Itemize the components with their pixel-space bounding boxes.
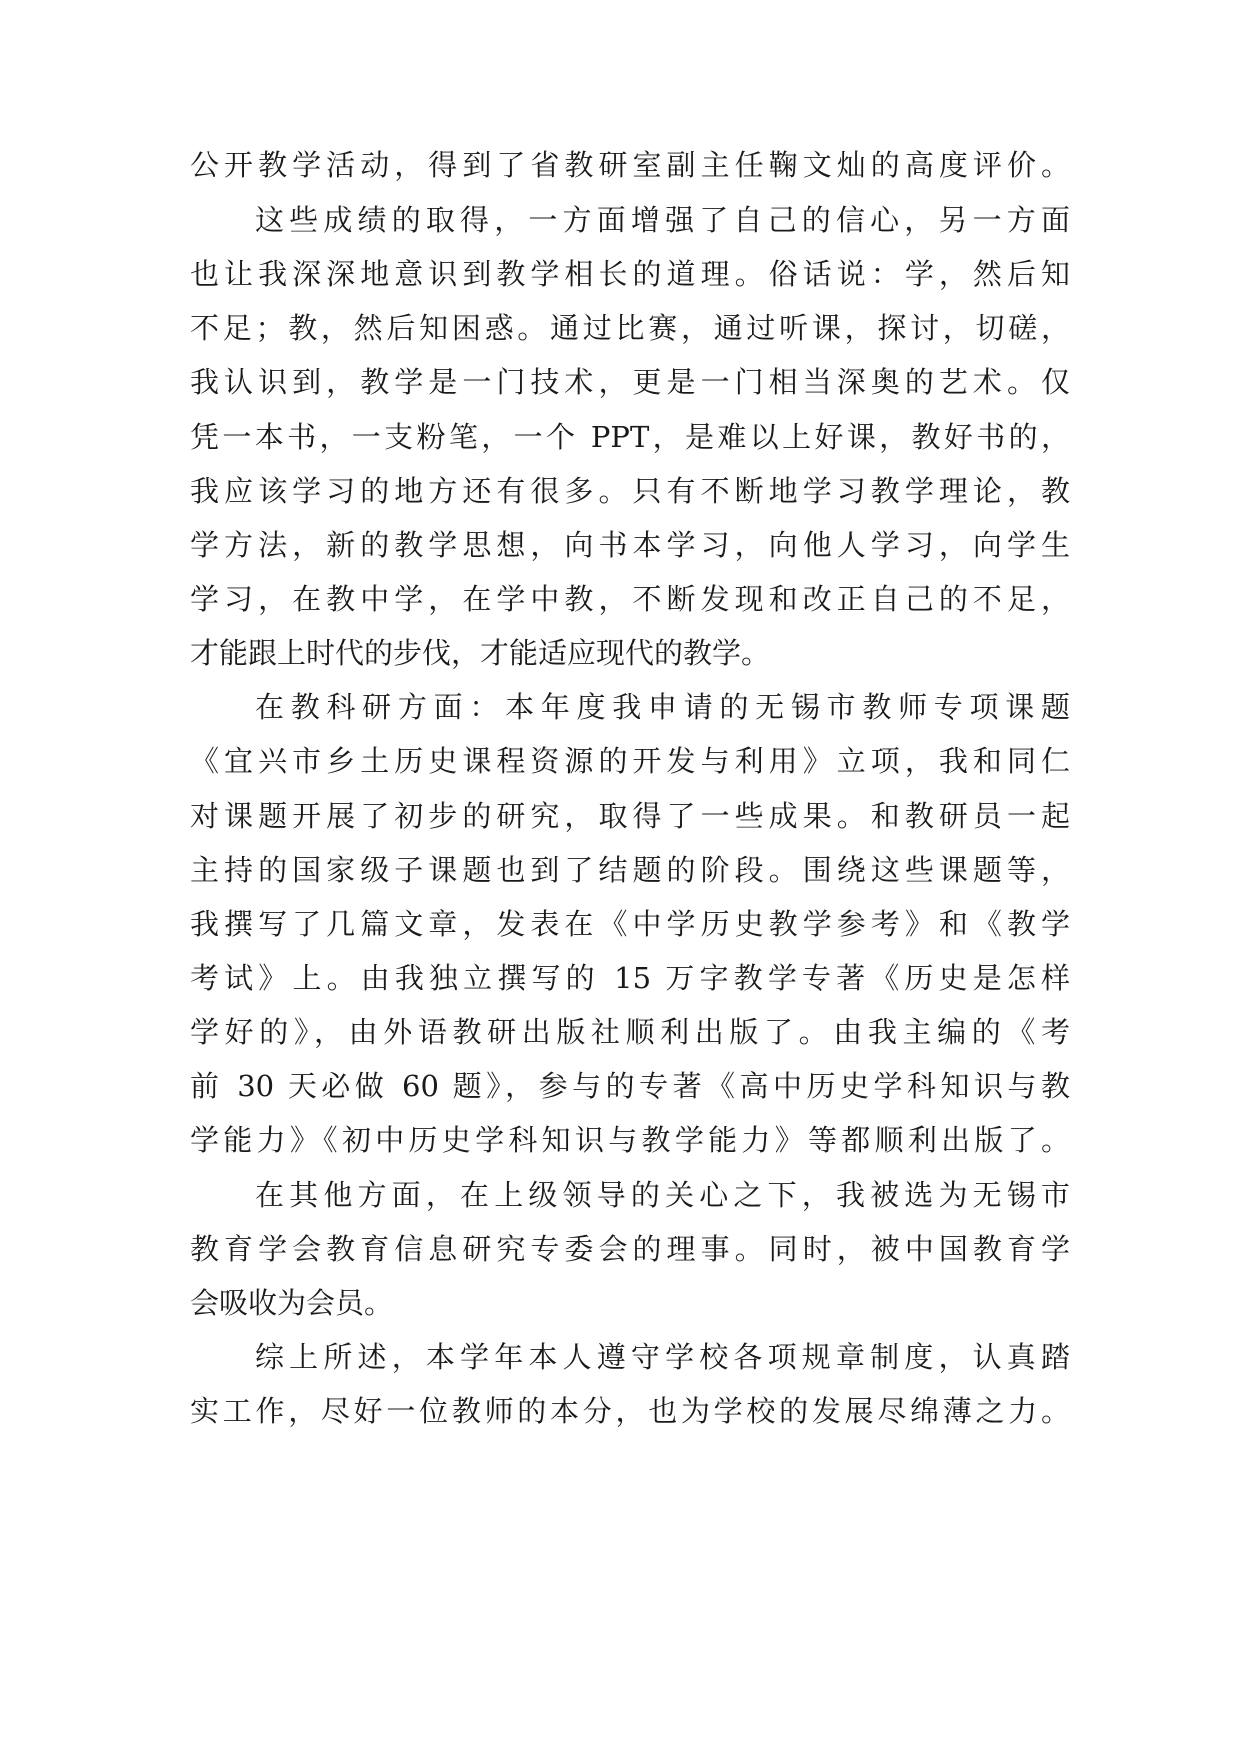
- text-line: 主持的国家级子课题也到了结题的阶段。围绕这些课题等，: [190, 853, 1070, 887]
- text-line: 我认识到，教学是一门技术，更是一门相当深奥的艺术。仅: [190, 365, 1070, 399]
- paragraph-first-line: 在教科研方面：本年度我申请的无锡市教师专项课题: [255, 690, 1070, 724]
- paragraph-first-line: 在其他方面，在上级领导的关心之下，我被选为无锡市: [255, 1178, 1070, 1212]
- text-line: 前 30 天必做 60 题》，参与的专著《高中历史学科知识与教: [190, 1069, 1070, 1103]
- text-line: 公开教学活动，得到了省教研室副主任鞠文灿的高度评价。: [190, 148, 1070, 182]
- text-line: 凭一本书，一支粉笔，一个 PPT，是难以上好课，教好书的，: [190, 420, 1070, 454]
- text-line: 学方法，新的教学思想，向书本学习，向他人学习，向学生: [190, 528, 1070, 562]
- text-line: 我撰写了几篇文章，发表在《中学历史教学参考》和《教学: [190, 907, 1070, 941]
- paragraph-first-line: 综上所述，本学年本人遵守学校各项规章制度，认真踏: [255, 1340, 1070, 1374]
- text-line: 会吸收为会员。: [190, 1286, 394, 1320]
- text-line: 《宜兴市乡土历史课程资源的开发与利用》立项，我和同仁: [190, 744, 1070, 778]
- text-line: 不足；教，然后知困惑。通过比赛，通过听课，探讨，切磋，: [190, 311, 1070, 345]
- text-line: 才能跟上时代的步伐，才能适应现代的教学。: [190, 636, 771, 670]
- text-line: 我应该学习的地方还有很多。只有不断地学习教学理论，教: [190, 474, 1070, 508]
- text-line: 学能力》《初中历史学科知识与教学能力》等都顺利出版了。: [190, 1123, 1070, 1157]
- text-line: 对课题开展了初步的研究，取得了一些成果。和教研员一起: [190, 799, 1070, 833]
- text-line: 学好的》，由外语教研出版社顺利出版了。由我主编的《考: [190, 1015, 1070, 1049]
- text-line: 教育学会教育信息研究专委会的理事。同时，被中国教育学: [190, 1232, 1070, 1266]
- text-line: 学习，在教中学，在学中教，不断发现和改正自己的不足，: [190, 582, 1070, 616]
- paragraph-first-line: 这些成绩的取得，一方面增强了自己的信心，另一方面: [255, 203, 1070, 237]
- text-line: 实工作，尽好一位教师的本分，也为学校的发展尽绵薄之力。: [190, 1394, 1070, 1428]
- text-line: 也让我深深地意识到教学相长的道理。俗话说：学，然后知: [190, 257, 1070, 291]
- text-line: 考试》上。由我独立撰写的 15 万字教学专著《历史是怎样: [190, 961, 1070, 995]
